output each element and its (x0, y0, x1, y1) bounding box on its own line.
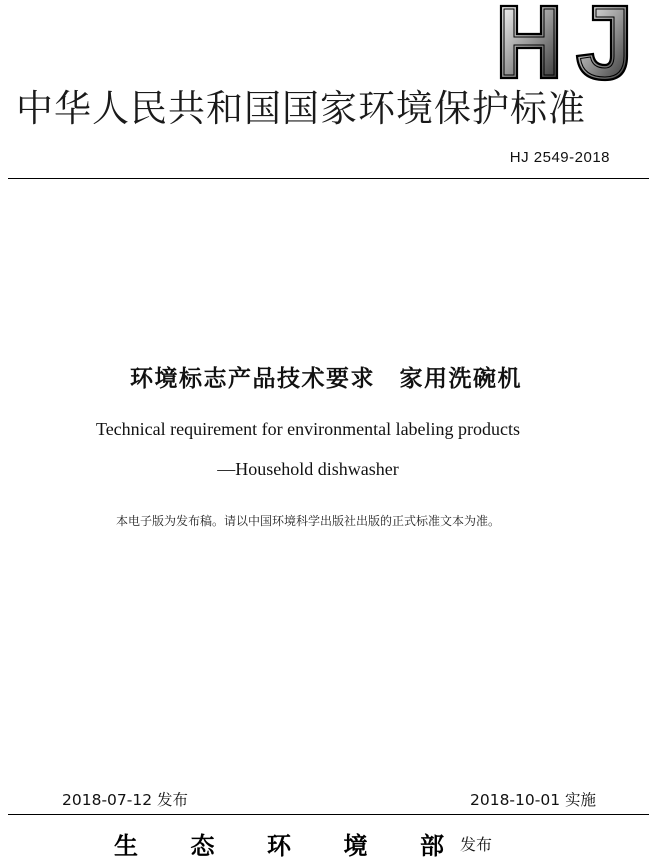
document-subtitle-english: —Household dishwasher (217, 459, 399, 479)
issuer-suffix: 发布 (460, 835, 493, 854)
document-title-english: Technical requirement for environmental labeling products (95, 419, 521, 439)
organization-title: 中华人民共和国国家环境保护标准 (16, 87, 586, 130)
header-divider (8, 178, 649, 179)
issuer-name (114, 826, 444, 861)
issuer-char: 生 (114, 831, 138, 860)
issuer-char: 环 (267, 831, 291, 860)
issuer-line (0, 826, 652, 860)
document-title-chinese: 环境标志产品技术要求 家用洗碗机 (130, 366, 522, 392)
issuer-char: 部 (420, 831, 444, 860)
electronic-version-note: 本电子版为发布稿。请以中国环境科学出版社出版的正式标准文本为准。 (115, 514, 500, 528)
hj-logo-graphic (497, 4, 631, 82)
effective-date: 2018-10-01 实施 (469, 791, 596, 809)
issue-date: 2018-07-12 发布 (62, 791, 189, 809)
standard-code: HJ 2549-2018 (509, 149, 610, 166)
footer-divider (8, 814, 649, 815)
issuer-char: 境 (343, 831, 368, 860)
issuer-char: 态 (190, 831, 215, 860)
hj-logo (497, 4, 631, 82)
